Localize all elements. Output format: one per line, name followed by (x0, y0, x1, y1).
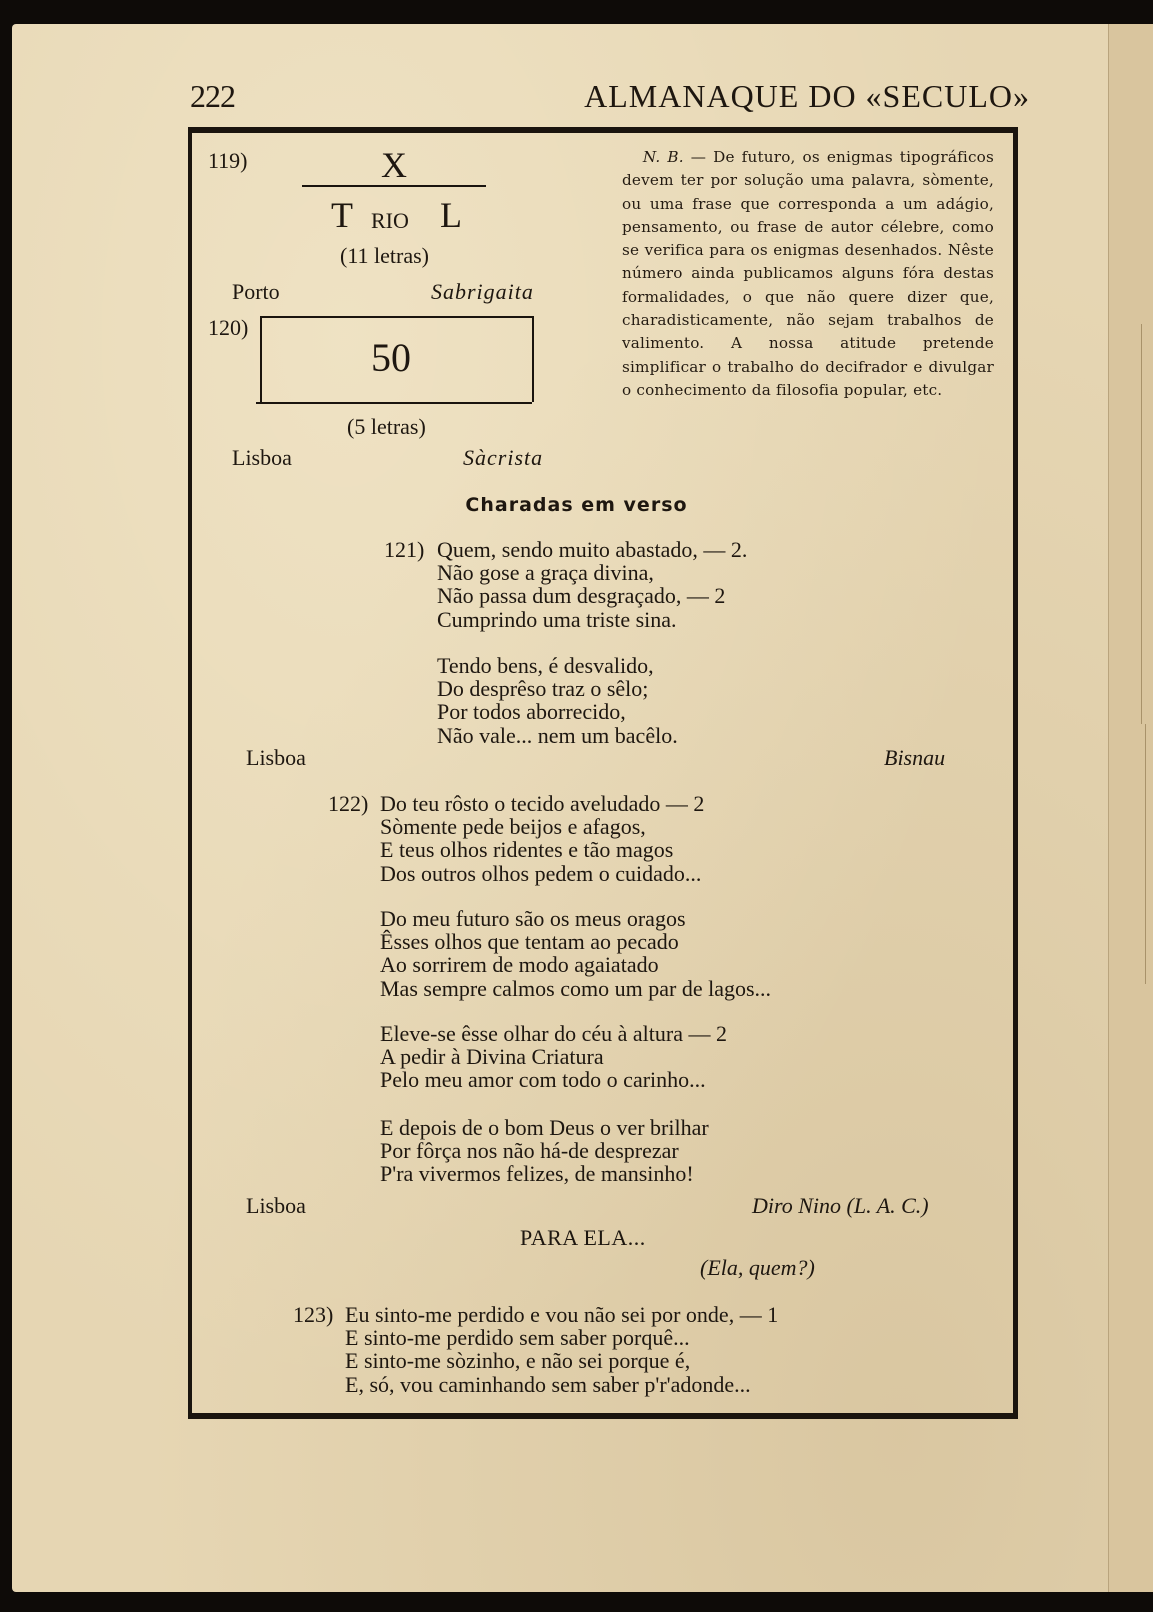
box-value: 50 (371, 335, 411, 380)
letter-count: (5 letras) (347, 414, 426, 439)
charada-number: 123) (293, 1302, 334, 1327)
note-text: — De futuro, os enigmas tipográficos devem ter por solução uma palavra, sòmente, ou uma frase que corresponda a um adágio, pensamento, ou frase de autor célebre, como se verifica para os enigmas desenhados. Nêste número ainda publicamos alguns fóra destas formalidades, o que não quere dizer que, charadisticamente, não sejam trabalhos de valimento. A nossa atitude pretende simplificar o trabalho do decifrador e divulgar o conhecimento da filosofia popular, etc. (622, 148, 994, 399)
verse-line: Não gose a graça divina, (437, 560, 654, 586)
stanza (380, 907, 771, 1000)
stanza (345, 1303, 778, 1396)
author: Diro Nino (L. A. C.) (752, 1193, 929, 1218)
charada-number: 122) (328, 791, 369, 816)
verse-line: Ao sorrirem de modo agaiatado (380, 952, 659, 978)
page-number: 222 (190, 78, 235, 114)
page-header (190, 78, 1030, 118)
verse-line: Do meu futuro são os meus oragos (380, 906, 686, 931)
letter-count: (11 letras) (340, 243, 429, 268)
puzzle-glyph-top: X (381, 145, 407, 185)
verse-line: Quem, sendo muito abastado, — 2. (437, 537, 748, 562)
verse-line: Eleve-se êsse olhar do céu à altura — 2 (380, 1021, 727, 1046)
puzzle-number: 120) (208, 315, 249, 340)
verse-line: A pedir à Divina Criatura (380, 1044, 604, 1070)
running-title: ALMANAQUE DO «SECULO» (584, 78, 1030, 114)
stanza (380, 1116, 709, 1186)
puzzle-glyph-left: T (331, 195, 353, 235)
page-edge (1108, 24, 1153, 1592)
poem-subtitle: (Ela, quem?) (700, 1255, 815, 1280)
stanza (437, 654, 678, 747)
verse-line: Dos outros olhos pedem o cuidado... (380, 860, 702, 886)
frame-rule-top (188, 127, 1018, 133)
page-edge-fold (1117, 724, 1146, 984)
frame-rule-bottom (188, 1413, 1018, 1419)
charada-number: 121) (384, 537, 425, 562)
section-title: Charadas em verso (465, 494, 688, 516)
verse-line: Mas sempre calmos como um par de lagos... (380, 975, 772, 1001)
verse-line: Pelo meu amor com todo o carinho... (380, 1067, 706, 1093)
verse-line: E sinto-me sòzinho, e não sei porque é, (345, 1348, 691, 1374)
city: Lisboa (232, 445, 292, 470)
verse-line: Cumprindo uma triste sina. (437, 606, 677, 632)
verse-line: Do desprêso traz o sêlo; (437, 676, 649, 702)
page-edge-fold (1121, 324, 1142, 724)
stanza (380, 1022, 727, 1092)
frame-rule-left (188, 133, 192, 1413)
verse-line: Por todos aborrecido, (437, 699, 626, 725)
author: Sabrigaita (431, 279, 534, 304)
verse-line: Tendo bens, é desvalido, (437, 653, 654, 678)
verse-line: P'ra vivermos felizes, de mansinho! (380, 1161, 694, 1187)
verse-line: Sòmente pede beijos e afagos, (380, 814, 646, 840)
verse-line: Êsses olhos que tentam ao pecado (380, 929, 679, 955)
verse-line: Eu sinto-me perdido e vou não sei por onde, — 1 (345, 1302, 779, 1327)
city: Porto (232, 279, 280, 304)
city: Lisboa (246, 1193, 306, 1218)
verse-line: E depois de o bom Deus o ver brilhar (380, 1115, 709, 1140)
puzzle-box-bottom-rule (256, 402, 532, 404)
verse-line: E, só, vou caminhando sem saber p'r'adonde... (345, 1371, 751, 1397)
editorial-note (622, 146, 994, 402)
fraction-bar (302, 185, 486, 187)
verse-line: Não vale... nem um bacêlo. (437, 722, 678, 748)
author: Bisnau (884, 745, 946, 770)
author: Sàcrista (463, 445, 544, 470)
puzzle-glyph-right: L (440, 195, 462, 235)
stanza (380, 792, 704, 885)
poem-title: PARA ELA... (520, 1225, 646, 1250)
verse-line: Do teu rôsto o tecido aveludado — 2 (380, 791, 705, 816)
puzzle-number: 119) (208, 148, 248, 173)
verse-line: Por fôrça nos não há-de desprezar (380, 1138, 679, 1164)
frame-rule-right (1013, 133, 1018, 1413)
city: Lisboa (246, 745, 306, 770)
verse-line: E teus olhos ridentes e tão magos (380, 837, 674, 863)
stanza (437, 538, 747, 631)
verse-line: E sinto-me perdido sem saber porquê... (345, 1325, 690, 1351)
note-label: N. B. (642, 148, 684, 166)
puzzle-glyph-middle: RIO (371, 208, 409, 233)
verse-line: Não passa dum desgraçado, — 2 (437, 583, 726, 609)
